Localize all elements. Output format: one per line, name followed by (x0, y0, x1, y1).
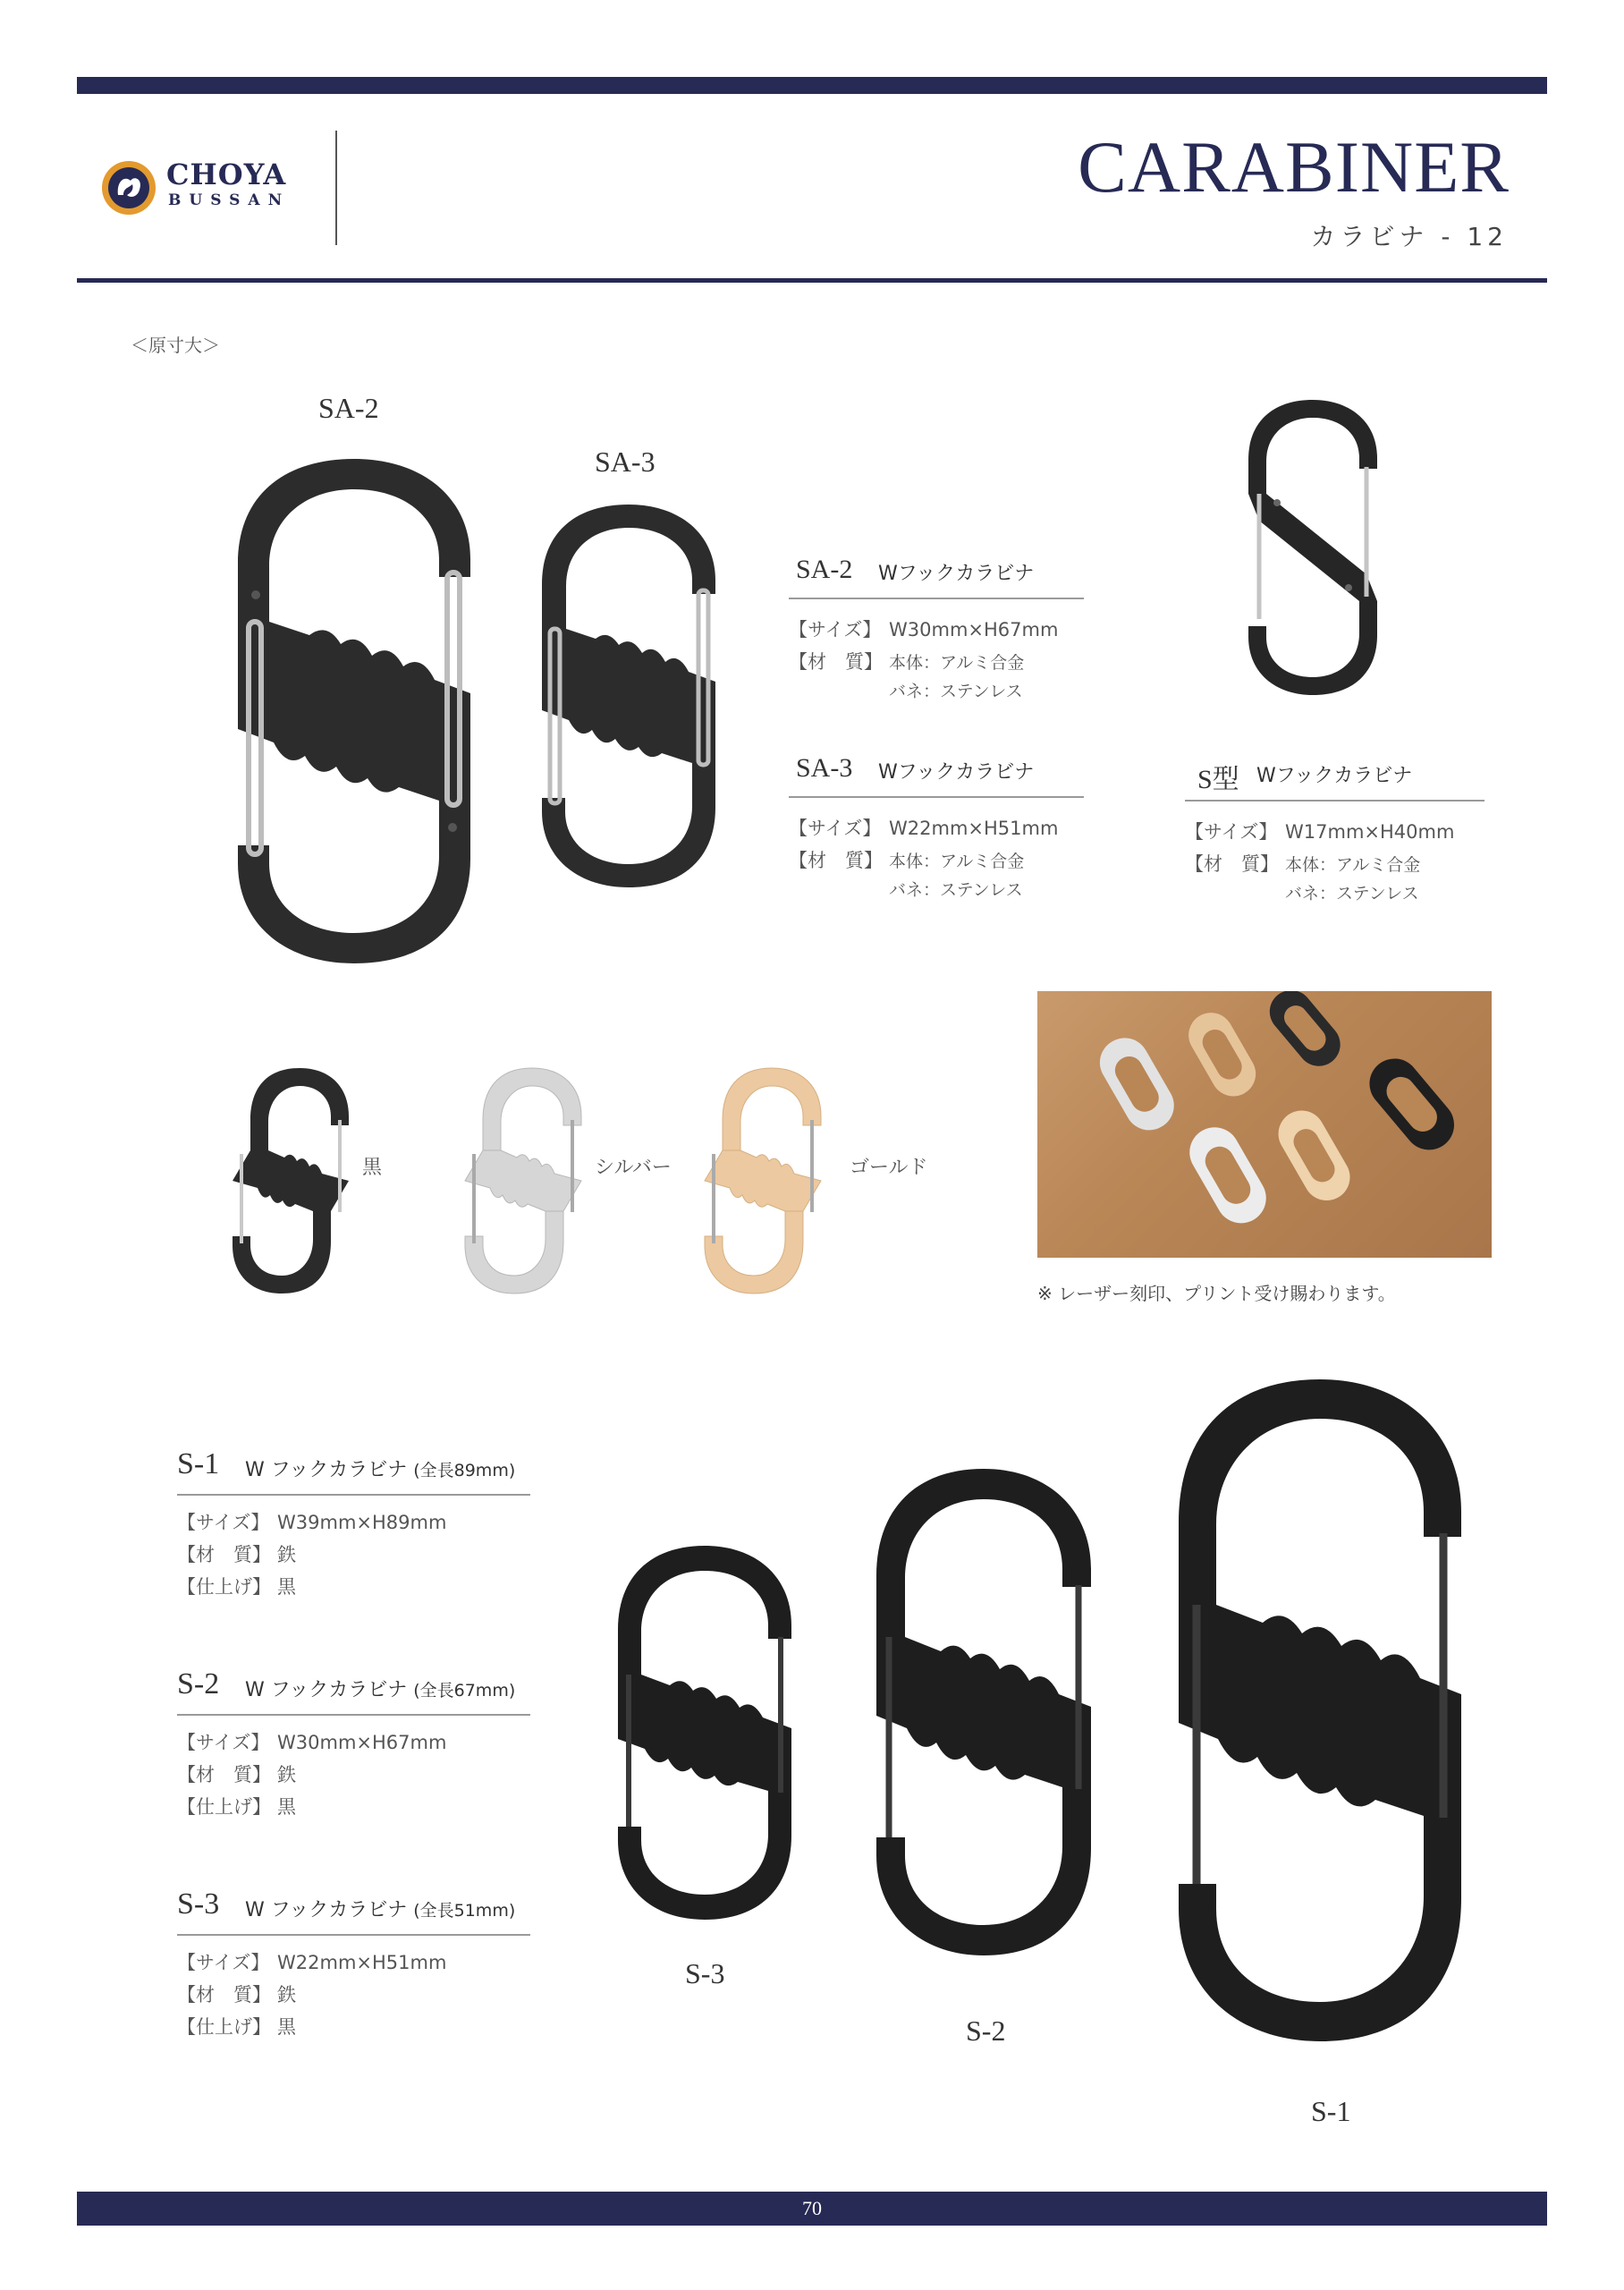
color-variants (206, 1056, 984, 1297)
spec-s-type-size-row (1185, 818, 1454, 844)
spec-s3-material-row (177, 1980, 296, 2007)
spec-s1-finish: 黒 (277, 1576, 296, 1598)
spec-s2-rule (177, 1714, 530, 1716)
sa3-carabiner-image (535, 499, 723, 893)
spec-s3-material: 鉄 (277, 1984, 296, 2006)
spec-sa2-size: W30mm×H67mm (889, 619, 1059, 640)
spec-sa2-material-spring: バネ：ステンレス (889, 682, 1023, 701)
spec-s2-material-row (177, 1760, 296, 1787)
size-label: 【サイズ】 (177, 1952, 270, 1973)
page-title: CARABINER (1078, 126, 1510, 208)
spec-s-type-size: W17mm×H40mm (1285, 821, 1455, 843)
spec-sa3-code: SA-3 (796, 753, 853, 783)
brand-name: CHOYA (166, 157, 287, 191)
page-number: 70 (802, 2197, 822, 2219)
spec-sa3 (789, 753, 1084, 914)
color-label-black: 黒 (362, 1157, 383, 1179)
spec-s1-length: (全長89mm) (413, 1461, 516, 1480)
spec-s1-name (245, 1455, 515, 1482)
s2-photo-label: S-2 (966, 2014, 1006, 2047)
spec-s3-size-row (177, 1948, 446, 1975)
spec-s1 (177, 1447, 535, 1608)
spec-s1-size: W39mm×H89mm (277, 1512, 447, 1533)
spec-s1-rule (177, 1494, 530, 1496)
spec-s3 (177, 1887, 535, 2048)
s2-carabiner-image (867, 1462, 1100, 1963)
s-type-carabiner-image (1241, 395, 1384, 700)
spec-s3-name (245, 1895, 515, 1922)
spec-s-type-code: S型 (1197, 765, 1239, 794)
size-label: 【サイズ】 (177, 1732, 270, 1753)
spec-sa2 (789, 555, 1084, 716)
spec-s-type-material-body: 本体：アルミ合金 (1285, 855, 1421, 875)
spec-s1-name-text: W フックカラビナ (245, 1459, 408, 1481)
spec-s3-finish: 黒 (277, 2016, 296, 2038)
material-label: 【材 質】 (177, 1984, 271, 2006)
s3-carabiner-image (611, 1540, 799, 1925)
spec-s1-code: S-1 (177, 1447, 220, 1480)
finish-label: 【仕上げ】 (177, 1796, 271, 1818)
spec-s2-size-row (177, 1728, 446, 1755)
silver-variant-image (447, 1064, 599, 1297)
spec-s3-length: (全長51mm) (413, 1901, 516, 1921)
spec-s2-material: 鉄 (277, 1764, 296, 1785)
spec-s2-finish-row (177, 1793, 296, 1819)
material-label: 【材 質】 (789, 850, 883, 871)
sa2-photo-label: SA-2 (318, 392, 379, 424)
spec-s2-size: W30mm×H67mm (277, 1732, 447, 1753)
spec-s2-name (245, 1675, 515, 1702)
spec-s-type-material-spring: バネ：ステンレス (1285, 884, 1419, 903)
sa3-photo-label: SA-3 (595, 445, 656, 478)
spec-s1-size-row (177, 1508, 446, 1535)
spec-s1-material-row (177, 1540, 296, 1567)
material-label: 【材 質】 (177, 1544, 271, 1565)
finish-label: 【仕上げ】 (177, 1576, 271, 1598)
spec-sa3-material-row (789, 846, 1024, 873)
spec-s1-finish-row (177, 1573, 296, 1599)
spec-s2-name-text: W フックカラビナ (245, 1679, 408, 1701)
brand-logo (100, 157, 315, 220)
spec-s2-code: S-2 (177, 1667, 220, 1701)
spec-s-type-rule (1185, 800, 1484, 802)
spec-sa3-size: W22mm×H51mm (889, 818, 1059, 839)
spec-sa2-material-body: 本体：アルミ合金 (889, 653, 1025, 673)
spec-s2 (177, 1667, 535, 1828)
footer-bar (77, 2192, 1547, 2226)
size-label: 【サイズ】 (1185, 821, 1278, 843)
spec-sa2-code: SA-2 (796, 555, 853, 584)
spec-sa3-size-row (789, 814, 1058, 841)
s3-photo-label: S-3 (685, 1957, 725, 1989)
color-label-gold: ゴールド (850, 1157, 928, 1179)
sa2-carabiner-image (229, 452, 479, 971)
spec-sa3-name: Wフックカラビナ (878, 761, 1035, 784)
s1-photo-label: S-1 (1311, 2095, 1351, 2127)
spec-s2-length: (全長67mm) (413, 1681, 516, 1701)
size-label: 【サイズ】 (789, 818, 882, 839)
spec-sa3-material-spring: バネ：ステンレス (889, 880, 1023, 900)
spec-s2-finish: 黒 (277, 1796, 296, 1818)
size-label: 【サイズ】 (789, 619, 882, 640)
material-label: 【材 質】 (789, 651, 883, 673)
carabiner-group-image (1037, 991, 1492, 1258)
spec-s-type-material-row (1185, 850, 1420, 877)
header-bottom-rule (77, 278, 1547, 283)
finish-label: 【仕上げ】 (177, 2016, 271, 2038)
spec-s1-material: 鉄 (277, 1544, 296, 1565)
spec-s3-code: S-3 (177, 1887, 220, 1921)
spec-s-type-name: Wフックカラビナ (1256, 765, 1413, 787)
gold-variant-image (687, 1064, 839, 1297)
brand-subname: BUSSAN (168, 191, 291, 209)
spec-s3-rule (177, 1934, 530, 1936)
laser-note: ※ レーザー刻印、プリント受け賜わります。 (1037, 1283, 1396, 1304)
header-divider (335, 131, 337, 245)
spec-sa2-name: Wフックカラビナ (878, 563, 1035, 585)
material-label: 【材 質】 (1185, 853, 1279, 875)
spec-sa3-material-body: 本体：アルミ合金 (889, 852, 1025, 871)
spec-sa3-rule (789, 796, 1084, 798)
color-label-silver: シルバー (595, 1157, 672, 1179)
material-label: 【材 質】 (177, 1764, 271, 1785)
spec-s3-size: W22mm×H51mm (277, 1952, 447, 1973)
top-bar (77, 77, 1547, 94)
spec-sa2-rule (789, 598, 1084, 599)
spec-s3-name-text: W フックカラビナ (245, 1899, 408, 1921)
spec-sa2-material-row (789, 648, 1024, 674)
lifestyle-photo (1037, 991, 1492, 1258)
spec-s3-finish-row (177, 2013, 296, 2040)
black-variant-image (215, 1064, 367, 1297)
size-label: 【サイズ】 (177, 1512, 270, 1533)
scale-note: ＜原寸大＞ (131, 335, 220, 356)
choya-logo-icon (100, 159, 157, 216)
spec-sa2-size-row (789, 615, 1058, 642)
page-subtitle: カラビナ - 12 (1310, 222, 1508, 251)
spec-s-type (1185, 757, 1484, 918)
s1-carabiner-image (1168, 1370, 1472, 2050)
